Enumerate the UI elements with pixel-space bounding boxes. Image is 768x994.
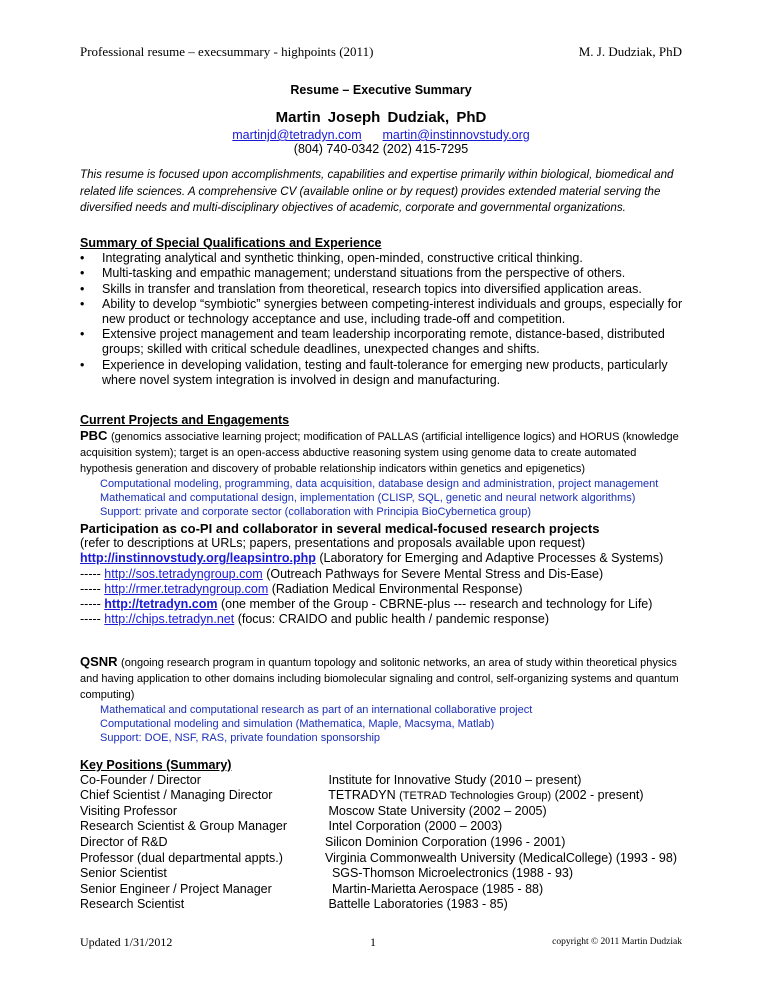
- list-item: • Extensive project management and team leadership incorporating remote, distance-based, distributed groups; skilled with critical schedule deadlines, unexpected changes and shifts.: [80, 327, 686, 357]
- rmer-link[interactable]: http://rmer.tetradyngroup.com: [104, 581, 269, 596]
- phone-line: (804) 740-0342 (202) 415-7295: [293, 142, 469, 156]
- position-organization: [325, 835, 686, 851]
- email-line: [80, 128, 682, 142]
- organization-name: TETRADYN: [325, 788, 400, 803]
- document-title: Resume – Executive Summary: [290, 83, 472, 97]
- position-row: [80, 897, 686, 913]
- position-row: [80, 866, 686, 882]
- intro-paragraph: This resume is focused upon accomplishments, capabilities and expertise primarily within biological, biomedical and related life sciences. A comprehensive CV (available online or by request) provides extended material serving the diversified needs and multi-disciplinary objectives of academic, corporate and governmental organizations.: [80, 168, 674, 214]
- projects-heading: Current Projects and Engagements: [80, 413, 290, 427]
- footer-copyright: copyright © 2011 Martin Dudziak: [552, 937, 682, 947]
- position-organization: [325, 882, 686, 898]
- chips-link[interactable]: http://chips.tetradyn.net: [104, 612, 235, 627]
- position-row: [80, 788, 686, 804]
- page-header: [80, 44, 682, 60]
- organization-dates: (2002 - present): [551, 788, 644, 803]
- qsnr-detail: Support: DOE, NSF, RAS, private foundation sponsorship: [100, 732, 381, 744]
- organization-name: SGS-Thomson Microelectronics (1988 - 93): [325, 866, 574, 881]
- position-row: [80, 773, 686, 789]
- position-organization: [325, 866, 686, 882]
- qsnr-block: [80, 654, 686, 703]
- participation-note: (refer to descriptions at URLs; papers, presentations and proposals available upon request): [80, 536, 586, 551]
- header-left: Professional resume – execsummary - highpoints (2011): [80, 44, 374, 59]
- organization-name: Moscow State University (2002 – 2005): [325, 803, 547, 818]
- qsnr-label: QSNR: [80, 654, 118, 669]
- positions-list: [80, 773, 686, 913]
- position-row: [80, 851, 686, 867]
- qualifications-list: [80, 251, 686, 388]
- leaps-link[interactable]: http://instinnovstudy.org/leapsintro.php: [80, 551, 316, 566]
- author-name: Martin Joseph Dudziak, PhD: [275, 109, 487, 126]
- title-block: [80, 83, 682, 156]
- qualifications-section: [80, 236, 686, 388]
- position-role: Director of R&D: [80, 834, 168, 849]
- footer-updated: Updated 1/31/2012: [80, 935, 173, 949]
- organization-subtitle: (TETRAD Technologies Group): [399, 790, 552, 803]
- qsnr-section: [80, 654, 686, 745]
- header-right: M. J. Dudziak, PhD: [578, 44, 682, 59]
- positions-section: [80, 758, 686, 913]
- email-link-tetradyn[interactable]: martinjd@tetradyn.com: [232, 128, 362, 142]
- position-role: Co-Founder / Director: [80, 772, 201, 787]
- participation-link-row: [80, 597, 686, 612]
- position-organization: [325, 819, 686, 835]
- positions-heading: Key Positions (Summary): [80, 758, 232, 772]
- leaps-description: (Laboratory for Emerging and Adaptive Processes & Systems): [315, 551, 664, 566]
- link-description: (one member of the Group - CBRNE-plus --- research and technology for Life): [217, 597, 653, 612]
- position-organization: [325, 804, 686, 820]
- qsnr-detail: Computational modeling and simulation (Mathematica, Maple, Macsyma, Matlab): [100, 718, 495, 730]
- pbc-detail: Mathematical and computational design, implementation (CLISP, SQL, genetic and neural network algorithms): [100, 492, 636, 505]
- participation-section: [80, 521, 686, 627]
- qualifications-heading: Summary of Special Qualifications and Experience: [80, 236, 382, 250]
- position-organization: [325, 851, 686, 867]
- position-organization: [325, 897, 686, 913]
- pbc-label: PBC: [80, 428, 108, 444]
- pbc-description: (genomics associative learning project; modification of PALLAS (artificial intelligence logics) and HORUS (knowledge acquisition system); target is an open-access abductive reasoning system using genome data to create automated hypothesis generation and discovery of probable relationship indicators within genetics and epigenetics): [80, 431, 679, 476]
- list-item: • Ability to develop “symbiotic” synergies between competing-interest individuals and groups, especially for new product or technology acceptance and use, including trade-off and competition.: [80, 297, 686, 327]
- dash-prefix: -----: [80, 581, 105, 596]
- position-role: Visiting Professor: [80, 803, 178, 818]
- position-role: Chief Scientist / Managing Director: [80, 788, 273, 803]
- list-item: • Skills in transfer and translation from theoretical, research topics into diversified application areas.: [80, 282, 686, 297]
- dash-prefix: -----: [80, 612, 105, 627]
- position-role: Research Scientist & Group Manager: [80, 819, 288, 834]
- list-item: • Integrating analytical and synthetic thinking, open-minded, constructive critical thinking.: [80, 251, 686, 266]
- organization-name: Virginia Commonwealth University (MedicalCollege) (1993 - 98): [325, 850, 677, 865]
- position-row: [80, 882, 686, 898]
- link-description: (Outreach Pathways for Severe Mental Stress and Dis-Ease): [262, 566, 604, 581]
- organization-name: Martin-Marietta Aerospace (1985 - 88): [325, 881, 544, 896]
- page-number: 1: [370, 935, 376, 949]
- pbc-detail: Support: private and corporate sector (collaboration with Principia BioCybernetica group): [100, 506, 532, 519]
- sos-link[interactable]: http://sos.tetradyngroup.com: [104, 566, 263, 581]
- position-organization: [325, 773, 686, 789]
- position-row: [80, 835, 686, 851]
- pbc-block: [80, 428, 686, 477]
- position-row: [80, 804, 686, 820]
- participation-heading: Participation as co-PI and collaborator in several medical-focused research projects: [80, 521, 600, 536]
- email-link-instinnovstudy[interactable]: martin@instinnovstudy.org: [382, 128, 530, 142]
- list-item: • Experience in developing validation, testing and fault-tolerance for emerging new products, particularly where novel system integration is involved in design and manufacturing.: [80, 358, 686, 388]
- participation-link-row: [80, 582, 686, 597]
- position-role: Senior Engineer / Project Manager: [80, 881, 272, 896]
- dash-prefix: -----: [80, 597, 105, 612]
- participation-link-row: [80, 567, 686, 582]
- position-role: Senior Scientist: [80, 866, 167, 881]
- projects-section: [80, 413, 686, 519]
- link-description: (Radiation Medical Environmental Response): [268, 581, 523, 596]
- position-role: Research Scientist: [80, 897, 185, 912]
- participation-main-row: [80, 551, 686, 566]
- list-item: • Multi-tasking and empathic management; understand situations from the perspective of others.: [80, 266, 686, 281]
- tetradyn-link[interactable]: http://tetradyn.com: [104, 597, 218, 612]
- qsnr-description: (ongoing research program in quantum topology and solitonic networks, an area of study within theoretical physics and having application to other domains including biomolecular signaling and control, self-organizing systems and quantum computing): [80, 657, 679, 701]
- organization-name: Battelle Laboratories (1983 - 85): [325, 897, 508, 912]
- organization-name: Silicon Dominion Corporation (1996 - 2001): [325, 834, 566, 849]
- organization-name: Institute for Innovative Study (2010 – present): [325, 772, 582, 787]
- organization-name: Intel Corporation (2000 – 2003): [325, 819, 503, 834]
- dash-prefix: -----: [80, 566, 105, 581]
- position-row: [80, 819, 686, 835]
- position-role: Professor (dual departmental appts.): [80, 850, 283, 865]
- link-description: (focus: CRAIDO and public health / pandemic response): [234, 612, 549, 627]
- position-organization: [325, 788, 686, 804]
- pbc-detail: Computational modeling, programming, data acquisition, database design and administration, project management: [100, 478, 659, 491]
- participation-link-row: [80, 612, 686, 627]
- qsnr-detail: Mathematical and computational research as part of an international collaborative project: [100, 704, 533, 716]
